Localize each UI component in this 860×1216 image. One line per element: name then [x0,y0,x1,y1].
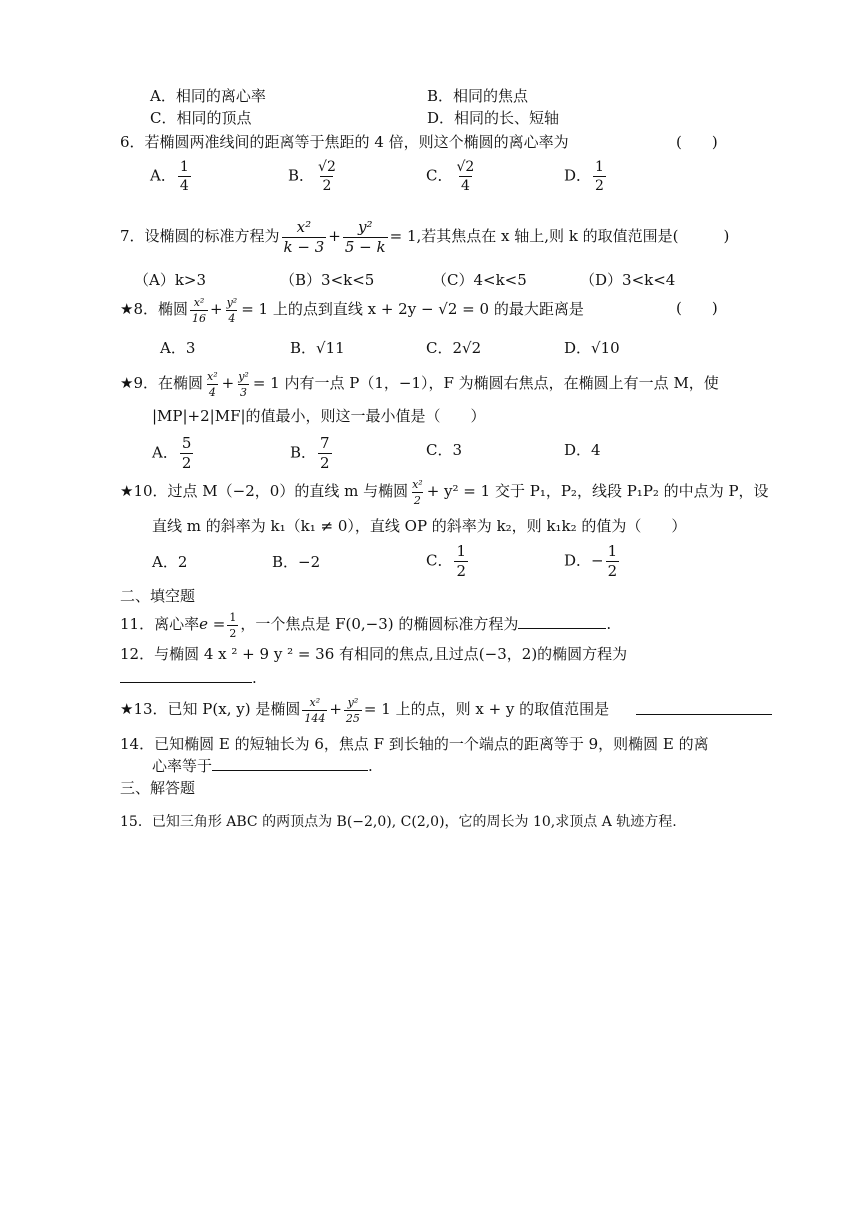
q15-stem: 15．已知三角形 ABC 的两顶点为 B(−2,0), C(2,0)，它的周长为 10,求顶点 A 轨迹方程. [120,814,677,830]
q7-option-a: （A）k>3 [134,271,207,289]
star-icon: ★ [120,374,134,392]
q6-stem: 6．若椭圆两准线间的距离等于焦距的 4 倍，则这个椭圆的离心率为 [120,133,569,151]
q7-option-c: （C）4<k<5 [432,271,527,289]
q12-stem: 12．与椭圆 4 x ² + 9 y ² = 36 有相同的焦点,且过点(−3，2)的椭圆方程为 [120,645,628,663]
q12-answer-line: . [120,668,257,688]
q10-stem: ★10．过点 M（−2，0）的直线 m 与椭圆 $\frac{\text{x²}}{2}$ + y² = 1 交于 P₁，P₂，线段 P₁P₂ 的中点为 P，设 [120,477,769,507]
section-solve-heading: 三、解答题 [120,779,196,797]
star-icon: ★ [120,700,134,718]
q9-stem-line2: |MP|+2|MF|的值最小，则这一最小值是（ ） [152,407,486,425]
q5-option-a: A．相同的离心率 [150,87,266,105]
q13-stem: ★13．已知 P(x, y) 是椭圆 $\frac{\text{x²}}{144}$ + $\frac{\text{y²}}{25}$ = 1 上的点，则 x + y 的取值范围是 [120,695,610,725]
q5-option-d: D．相同的长、短轴 [427,109,560,127]
q6-answer-paren: ( ) [676,133,718,151]
q9-option-d: D．4 [564,441,601,459]
q6-option-b: B． $\frac{√2}{2}$ [288,159,336,194]
q13-answer-blank[interactable] [636,714,772,715]
q8-option-d: D．√10 [564,339,620,357]
q7-option-d: （D）3<k<4 [580,271,676,289]
q8-option-a: A．3 [160,339,196,357]
section-fill-in-heading: 二、填空题 [120,587,196,605]
q7-option-b: （B）3<k<5 [280,271,375,289]
q5-option-c: C．相同的顶点 [150,109,252,127]
q8-option-b: B．√11 [290,339,345,357]
q8-answer-paren: ( ) [676,299,718,317]
q10-stem-line2: 直线 m 的斜率为 k₁（k₁ ≠ 0），直线 OP 的斜率为 k₂，则 k₁k₂ 的值为（ ） [152,517,687,535]
star-icon: ★ [120,300,134,318]
q9-option-a: A． $\frac{5}{2}$ [152,434,192,472]
q9-option-b: B． $\frac{7}{2}$ [290,434,330,472]
q10-option-a: A．2 [152,553,188,571]
q8-stem: ★8．椭圆 $\frac{\text{x²}}{16}$ + $\frac{\text{y²}}{4}$ = 1 上的点到直线 x + 2y − √2 = 0 的最大距离是 [120,295,584,325]
q7-stem: 7．设椭圆的标准方程为 $\frac{\text{x²}}{k - 3}$ + $\frac{\text{y²}}{5 - k}$ = 1,若其焦点在 x 轴上,则 k 的取值范围是( ) [120,217,730,256]
q8-option-c: C．2√2 [426,339,482,357]
q11-stem: 11．离心率e = $\frac{1}{2}$ ，一个焦点是 F(0,−3) 的椭圆标准方程为 . [120,610,612,640]
q5-option-b: B．相同的焦点 [427,87,529,105]
q14-answer-blank[interactable] [212,770,368,771]
q6-option-d: D． $\frac{1}{2}$ [564,159,604,194]
q11-answer-blank[interactable] [518,628,606,629]
q9-stem: ★9．在椭圆 $\frac{\text{x²}}{4}$ + $\frac{\text{y²}}{3}$ = 1 内有一点 P（1，−1），F 为椭圆右焦点，在椭圆上有一点 M，使 [120,369,719,399]
q14-stem: 14．已知椭圆 E 的短轴长为 6，焦点 F 到长轴的一个端点的距离等于 9，则椭圆 E 的离 [120,735,709,753]
star-icon: ★ [120,482,134,500]
q9-option-c: C．3 [426,441,463,459]
q6-option-c: C． $\frac{√2}{4}$ [426,159,475,194]
q10-option-c: C． $\frac{1}{2}$ [426,542,467,580]
q13-answer-line [636,700,772,720]
q6-option-a: A． $\frac{1}{4}$ [150,159,189,194]
q14-stem-line2: 心率等于 . [152,757,373,775]
q10-option-b: B．−2 [272,553,321,571]
q12-answer-blank[interactable] [120,682,252,683]
q10-option-d: D．− $\frac{1}{2}$ [564,542,618,580]
